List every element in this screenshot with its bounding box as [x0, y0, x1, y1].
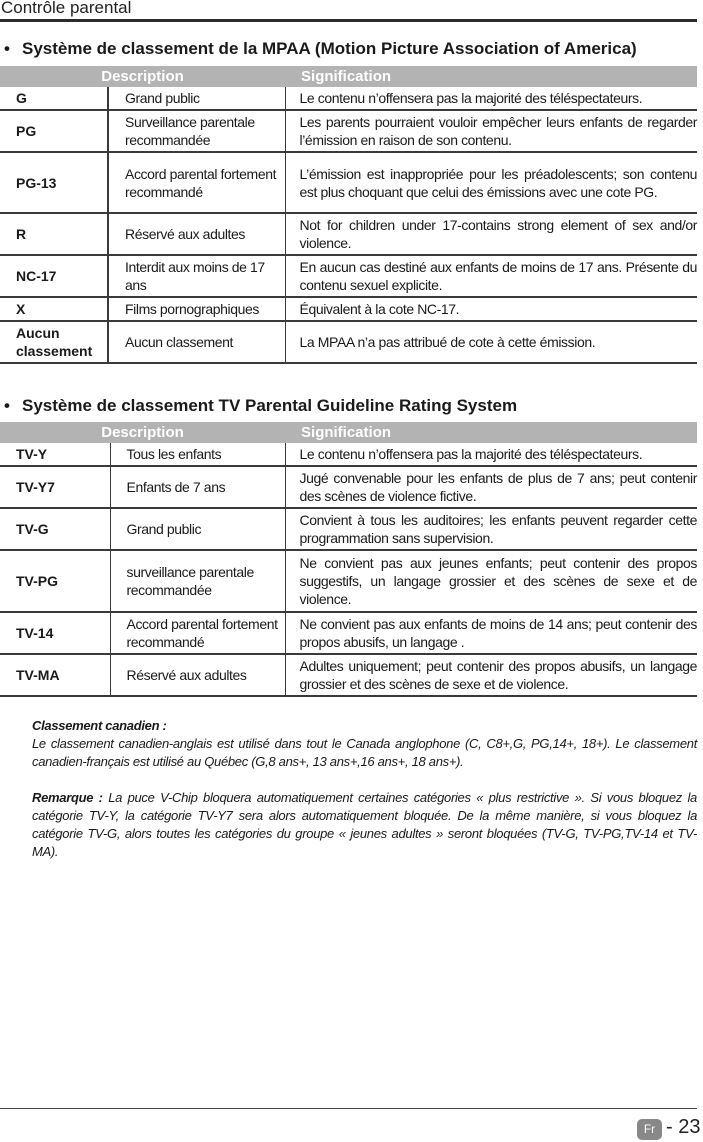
table-row: [0, 612, 697, 654]
rating-meaning: Le contenu n’offensera pas la majorité des téléspectateurs.: [285, 443, 697, 466]
table-row: [0, 213, 697, 255]
rating-description: surveillance parentale recommandée: [110, 550, 285, 612]
remark-note: [32, 789, 697, 861]
rating-code: PG-13: [0, 152, 108, 213]
rating-description: Surveillance parentale recommandée: [108, 110, 285, 152]
canadian-note-text: Le classement canadien-anglais est utilisé dans tout le Canada anglophone (C, C8+,G, PG,14+, 18+). Le classement canadien-français est utilisé au Québec (G,8 ans+, 13 ans+,16 ans+, 18 ans+).: [32, 736, 697, 769]
rating-code: G: [0, 87, 108, 110]
rating-meaning: En aucun cas destiné aux enfants de moins de 17 ans. Présente du contenu sexuel explicite.: [285, 255, 697, 297]
rating-code: PG: [0, 110, 108, 152]
rating-meaning: Ne convient pas aux enfants de moins de 14 ans; peut contenir des propos abusifs, un langage .: [285, 612, 697, 654]
tv-rating-table: [0, 422, 697, 697]
rating-meaning: Adultes uniquement; peut contenir des propos abusifs, un langage grossier et des scènes de sexe et de violence.: [285, 654, 697, 696]
table-row: [0, 87, 697, 110]
rating-description: Tous les enfants: [110, 443, 285, 466]
column-header-description: Description: [0, 422, 285, 443]
rating-meaning: Ne convient pas aux jeunes enfants; peut contenir des propos suggestifs, un langage grossier et des scènes de sexe et de violence.: [285, 550, 697, 612]
rating-description: Interdit aux moins de 17 ans: [108, 255, 285, 297]
table-row: [0, 110, 697, 152]
tv-heading-text: Système de classement TV Parental Guideline Rating System: [22, 396, 518, 415]
bullet-icon: •: [4, 39, 10, 58]
rating-meaning: Convient à tous les auditoires; les enfants peuvent regarder cette programmation sans supervision.: [285, 508, 697, 550]
table-header-row: [0, 422, 697, 443]
canadian-note: [32, 717, 697, 771]
rating-code: TV-Y: [0, 443, 110, 466]
table-row: [0, 255, 697, 297]
rating-description: Réservé aux adultes: [110, 654, 285, 696]
rating-description: Réservé aux adultes: [108, 213, 285, 255]
table-row: [0, 321, 697, 363]
table-header-row: [0, 66, 697, 87]
column-header-signification: Signification: [285, 66, 697, 87]
rating-code: TV-G: [0, 508, 110, 550]
rating-meaning: L’émission est inappropriée pour les préadolescents; son contenu est plus choquant que celui des émissions avec une cote PG.: [285, 152, 697, 213]
table-row: [0, 443, 697, 466]
tv-section-heading: [4, 396, 517, 416]
table-row: [0, 508, 697, 550]
table-row: [0, 297, 697, 321]
rating-meaning: Équivalent à la cote NC-17.: [285, 297, 697, 321]
rating-code: TV-14: [0, 612, 110, 654]
rating-description: Accord parental fortement recommandé: [110, 612, 285, 654]
rating-description: Accord parental fortement recommandé: [108, 152, 285, 213]
title-divider: [0, 19, 697, 22]
rating-meaning: Jugé convenable pour les enfants de plus de 7 ans; peut contenir des scènes de violence fictive.: [285, 466, 697, 508]
column-header-signification: Signification: [285, 422, 697, 443]
rating-description: Grand public: [110, 508, 285, 550]
page-title: Contrôle parental: [1, 0, 132, 17]
rating-meaning: Les parents pourraient vouloir empêcher leurs enfants de regarder l’émission en raison de son contenu.: [285, 110, 697, 152]
rating-description: Aucun classement: [108, 321, 285, 363]
table-row: [0, 152, 697, 213]
column-header-description: Description: [0, 66, 285, 87]
rating-code: X: [0, 297, 108, 321]
canadian-note-label: Classement canadien :: [32, 718, 167, 733]
notes-block: [32, 717, 697, 861]
rating-meaning: Le contenu n’offensera pas la majorité des téléspectateurs.: [285, 87, 697, 110]
rating-description: Grand public: [108, 87, 285, 110]
mpaa-heading-text: Système de classement de la MPAA (Motion Picture Association of America): [22, 39, 637, 58]
rating-meaning: Not for children under 17-contains strong element of sex and/or violence.: [285, 213, 697, 255]
table-row: [0, 654, 697, 696]
mpaa-rating-table: [0, 66, 697, 364]
rating-code: TV-MA: [0, 654, 110, 696]
remark-note-text: La puce V-Chip bloquera automatiquement certaines catégories « plus restrictive ». Si vous bloquez la catégorie TV-Y, la catégorie TV-Y7 sera alors automatiquement bloquée. De la même manière, si vous bloquez la catégorie TV-G, alors toutes les catégories du groupe « jeunes adultes » seront bloquées (TV-G, TV-PG,TV-14 et TV-MA).: [32, 790, 697, 859]
rating-description: Enfants de 7 ans: [110, 466, 285, 508]
rating-code: R: [0, 213, 108, 255]
rating-meaning: La MPAA n’a pas attribué de cote à cette émission.: [285, 321, 697, 363]
footer-divider: [0, 1108, 697, 1109]
rating-description: Films pornographiques: [108, 297, 285, 321]
mpaa-section-heading: [4, 39, 637, 59]
table-row: [0, 550, 697, 612]
rating-code: Aucun classement: [0, 321, 108, 363]
language-badge: Fr: [637, 1119, 662, 1140]
table-row: [0, 466, 697, 508]
rating-code: NC-17: [0, 255, 108, 297]
rating-code: TV-PG: [0, 550, 110, 612]
bullet-icon: •: [4, 396, 10, 415]
remark-note-label: Remarque :: [32, 790, 103, 805]
rating-code: TV-Y7: [0, 466, 110, 508]
page-number: - 23: [666, 1116, 701, 1138]
